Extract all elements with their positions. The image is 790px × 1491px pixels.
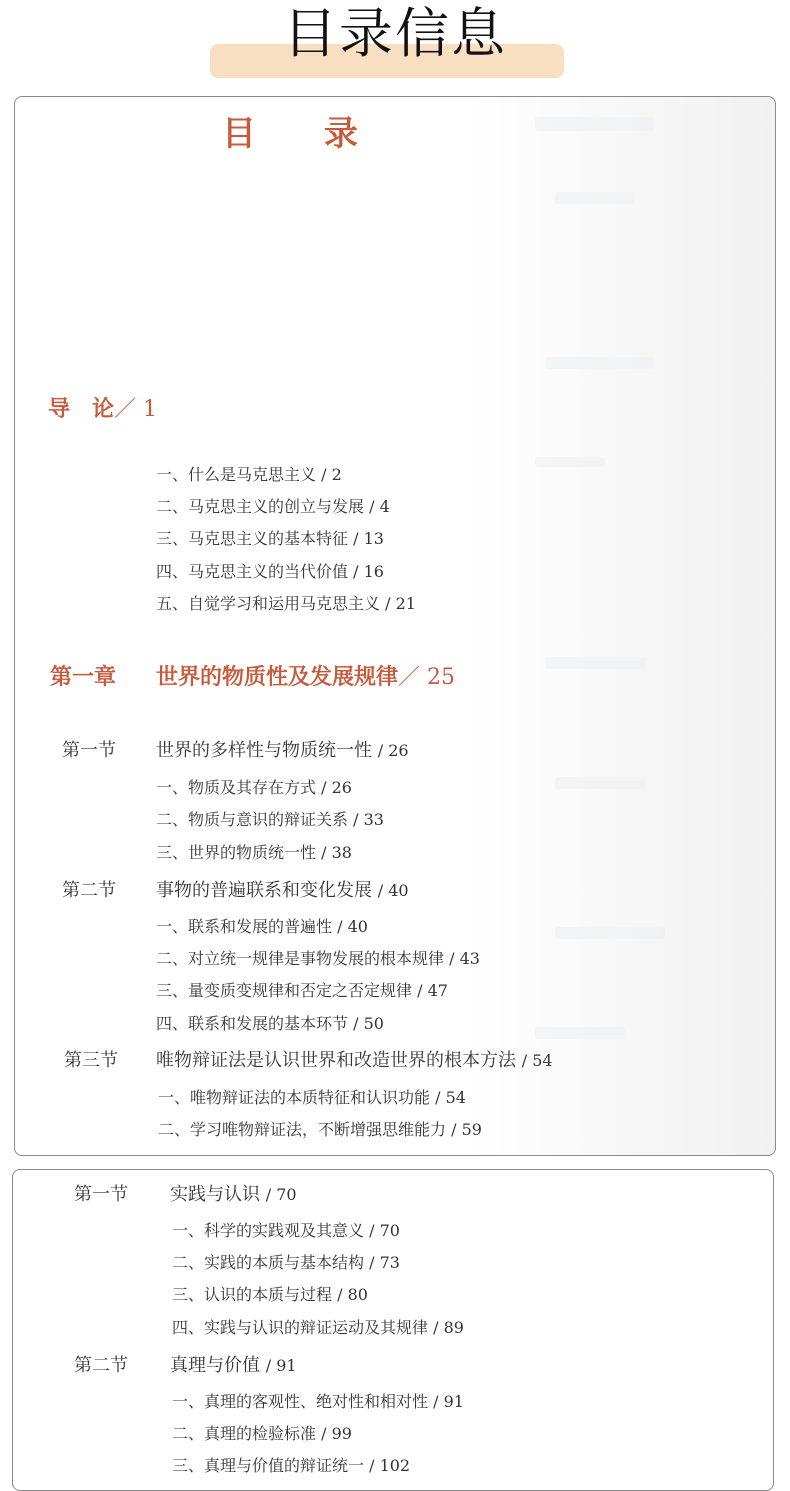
intro-label: 导 论	[48, 396, 115, 422]
toc-title: 目 录	[222, 114, 386, 154]
chapter-1-page: ／ 25	[398, 665, 456, 690]
intro-item[interactable]: 二、马克思主义的创立与发展 / 4	[156, 497, 390, 516]
section-title: 事物的普遍联系和变化发展	[156, 880, 372, 901]
section-title: 真理与价值	[170, 1355, 260, 1376]
toc-item[interactable]: 一、唯物辩证法的本质特征和认识功能 / 54	[158, 1088, 466, 1107]
toc-item[interactable]: 二、学习唯物辩证法，不断增强思维能力 / 59	[158, 1120, 482, 1139]
section-page: / 54	[521, 1051, 553, 1070]
section-page: / 40	[377, 881, 409, 900]
chapter-1-heading[interactable]	[50, 660, 455, 691]
toc-item[interactable]: 一、科学的实践观及其意义 / 70	[172, 1221, 400, 1240]
intro-page: ／ 1	[114, 397, 158, 422]
toc-item[interactable]: 三、量变质变规律和否定之否定规律 / 47	[156, 981, 448, 1000]
page-title: 目录信息	[283, 2, 507, 65]
section-page: / 91	[265, 1356, 297, 1375]
toc-item[interactable]: 二、物质与意识的辩证关系 / 33	[156, 810, 384, 829]
section-title: 实践与认识	[170, 1184, 260, 1205]
section-page: / 26	[377, 741, 409, 760]
intro-heading[interactable]	[48, 392, 157, 423]
toc-item[interactable]: 二、实践的本质与基本结构 / 73	[172, 1253, 400, 1272]
toc-item[interactable]: 三、真理与价值的辩证统一 / 102	[172, 1456, 411, 1475]
intro-item[interactable]: 三、马克思主义的基本特征 / 13	[156, 529, 384, 548]
section-label: 第一节	[74, 1184, 128, 1205]
section-label: 第二节	[74, 1355, 128, 1376]
section-label: 第三节	[64, 1050, 118, 1071]
toc-item[interactable]: 四、实践与认识的辩证运动及其规律 / 89	[172, 1318, 464, 1337]
section-title: 唯物辩证法是认识世界和改造世界的根本方法	[156, 1050, 516, 1071]
section-page: / 70	[265, 1185, 297, 1204]
toc-item[interactable]: 三、世界的物质统一性 / 38	[156, 843, 352, 862]
toc-item[interactable]: 一、联系和发展的普遍性 / 40	[156, 917, 368, 936]
toc-item[interactable]: 三、认识的本质与过程 / 80	[172, 1285, 368, 1304]
section-label: 第二节	[62, 880, 116, 901]
intro-item[interactable]: 五、自觉学习和运用马克思主义 / 21	[156, 594, 416, 613]
toc-item[interactable]: 一、物质及其存在方式 / 26	[156, 778, 352, 797]
section-title: 世界的多样性与物质统一性	[156, 740, 372, 761]
toc-item[interactable]: 二、真理的检验标准 / 99	[172, 1424, 352, 1443]
toc-item[interactable]: 四、联系和发展的基本环节 / 50	[156, 1014, 384, 1033]
section-label: 第一节	[62, 740, 116, 761]
intro-item[interactable]: 一、什么是马克思主义 / 2	[156, 465, 342, 484]
toc-item[interactable]: 二、对立统一规律是事物发展的根本规律 / 43	[156, 949, 480, 968]
chapter-1-title: 世界的物质性及发展规律	[156, 664, 399, 690]
intro-item[interactable]: 四、马克思主义的当代价值 / 16	[156, 562, 384, 581]
toc-item[interactable]: 一、真理的客观性、绝对性和相对性 / 91	[172, 1392, 464, 1411]
chapter-1-label: 第一章	[50, 664, 117, 690]
